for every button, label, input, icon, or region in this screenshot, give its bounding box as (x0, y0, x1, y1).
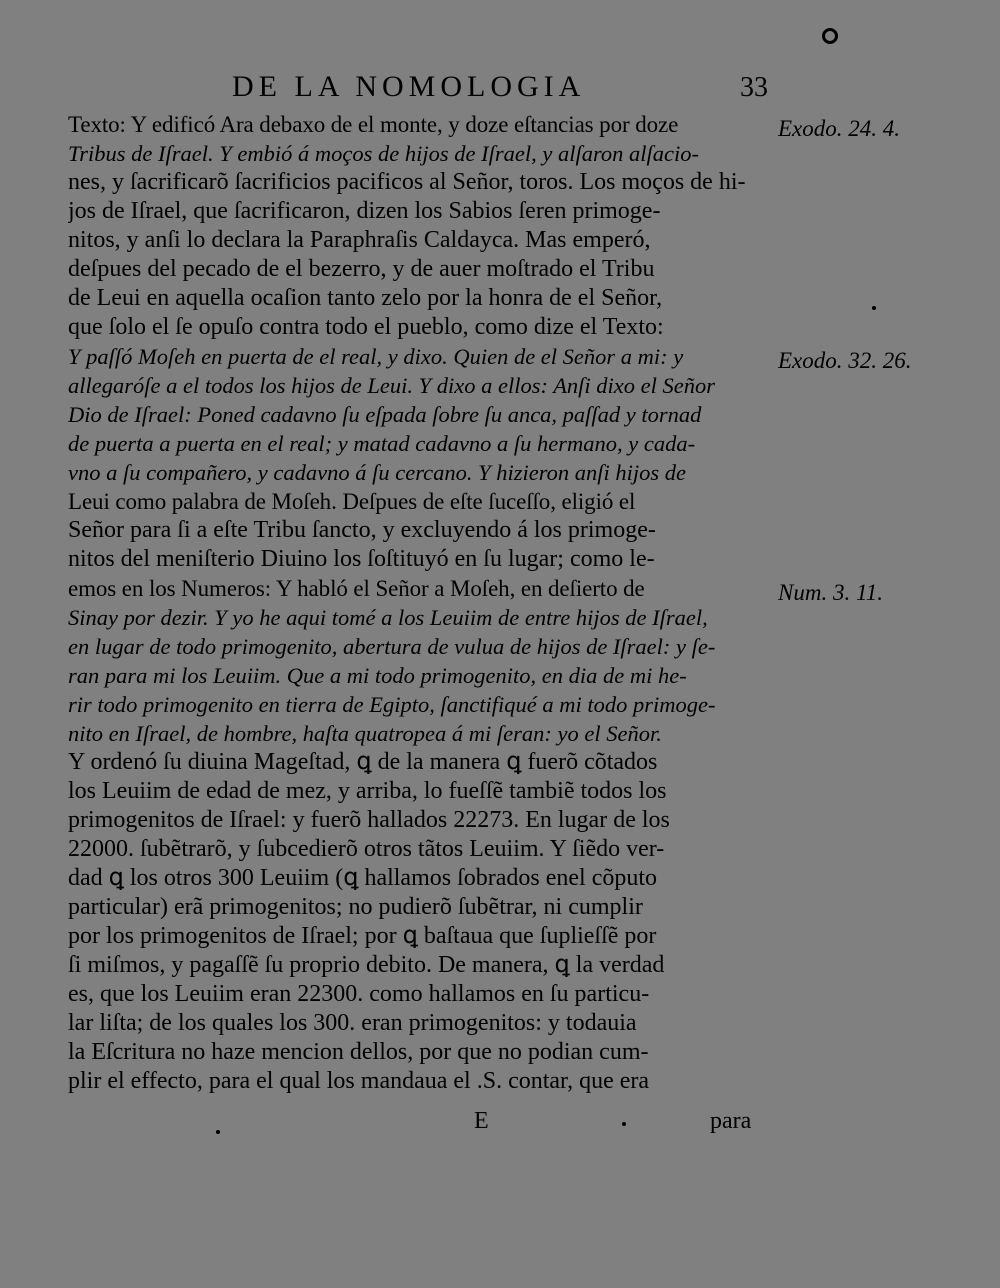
margin-note-exodo-32: Exodo. 32. 26. (778, 348, 912, 373)
ink-speck (872, 306, 876, 310)
text-line: los Leuiim de edad de mez, y arriba, lo fueſſẽ tambiẽ todos los (68, 778, 667, 804)
text-line: Y paſſó Moſeh en puerta de el real, y dixo. Quien de el Señor a mi: y (68, 344, 684, 369)
text-line: Sinay por dezir. Y yo he aqui tomé a los Leuiim de entre hijos de Iſrael, (68, 605, 708, 630)
running-header (232, 70, 772, 110)
text-line: Leui como palabra de Moſeh. Deſpues de eſte ſuceſſo, eligió el (68, 489, 636, 514)
text-line: primogenitos de Iſrael: y fuerõ hallados 22273. En lugar de los (68, 807, 670, 833)
text-line: allegaróſe a el todos los hijos de Leui. Y dixo a ellos: Anſi dixo el Señor (68, 373, 716, 398)
text-line: 22000. ſubẽtrarõ, y ſubcedierõ otros tãtos Leuiim. Y ſiẽdo ver- (68, 836, 665, 862)
ink-blot-ring (822, 28, 838, 44)
text-line: nes, y ſacrificarõ ſacrificios pacificos al Señor, toros. Los moços de hi- (68, 169, 746, 195)
text-line: es, que los Leuiim eran 22300. como hallamos en ſu particu- (68, 981, 650, 1007)
text-line: lar liſta; de los quales los 300. eran primogenitos: y todauia (68, 1010, 637, 1036)
text-line: ſi miſmos, y pagaſſẽ ſu proprio debito. De manera, ꝗ la verdad (68, 952, 665, 978)
signature-mark: E (474, 1108, 489, 1134)
text-line: plir el effecto, para el qual los mandaua el .S. contar, que era (68, 1068, 650, 1094)
text-line: Dio de Iſrael: Poned cadavno ſu eſpada ſobre ſu anca, paſſad y tornad (68, 402, 702, 427)
text-line: ran para mi los Leuiim. Que a mi todo primogenito, en dia de mi he- (68, 663, 687, 688)
text-line: deſpues del pecado de el bezerro, y de auer moſtrado el Tribu (68, 256, 655, 282)
text-line: la Eſcritura no haze mencion dellos, por que no podian cum- (68, 1039, 649, 1065)
ink-speck (216, 1130, 220, 1134)
text-line: dad ꝗ los otros 300 Leuiim (ꝗ hallamos ſobrados enel cõputo (68, 865, 658, 891)
text-line: Señor para ſi a eſte Tribu ſancto, y excluyendo á los primoge- (68, 517, 656, 543)
text-line: nito en Iſrael, de hombre, haſta quatropea á mi ſeran: yo el Señor. (68, 721, 662, 746)
running-title: DE LA NOMOLOGIA (232, 70, 586, 103)
catchword: para (710, 1108, 752, 1134)
text-line: en lugar de todo primogenito, abertura de vulua de hijos de Iſrael: y ſe- (68, 634, 716, 659)
text-line: de puerta a puerta en el real; y matad cadavno a ſu hermano, y cada- (68, 431, 696, 456)
text-line: particular) erã primogenitos; no pudierõ ſubẽtrar, ni cumplir (68, 894, 643, 920)
text-line: nitos, y anſi lo declara la Paraphraſis Caldayca. Mas emperó, (68, 227, 651, 253)
text-line: por los primogenitos de Iſrael; por ꝗ baſtaua que ſuplieſſẽ por (68, 923, 657, 949)
text-line: Y ordenó ſu diuina Mageſtad, ꝗ de la manera ꝗ fuerõ cõtados (68, 749, 658, 775)
margin-note-num-3: Num. 3. 11. (778, 580, 883, 605)
page-number: 33 (740, 72, 768, 103)
ink-speck (622, 1122, 626, 1126)
text-line: vno a ſu compañero, y cadavno á ſu cercano. Y hizieron anſi hijos de (68, 460, 687, 485)
text-line: nitos del meniſterio Diuino los ſoſtituyó en ſu lugar; como le- (68, 546, 655, 572)
margin-note-exodo-24: Exodo. 24. 4. (778, 116, 901, 141)
text-line: Texto: Y edificó Ara debaxo de el monte, y doze eſtancias por doze (68, 112, 679, 137)
text-line: emos en los Numeros: Y habló el Señor a Moſeh, en deſierto de (68, 576, 645, 601)
text-line: rir todo primogenito en tierra de Egipto, ſanctifiqué a mi todo primoge- (68, 692, 716, 717)
text-line: de Leui en aquella ocaſion tanto zelo por la honra de el Señor, (68, 285, 663, 311)
text-line: Tribus de Iſrael. Y embió á moços de hijos de Iſrael, y alſaron alſacio- (68, 141, 699, 166)
text-line: que ſolo el ſe opuſo contra todo el pueblo, como dize el Texto: (68, 314, 664, 340)
text-line: jos de Iſrael, que ſacrificaron, dizen los Sabios ſeren primoge- (68, 198, 661, 224)
